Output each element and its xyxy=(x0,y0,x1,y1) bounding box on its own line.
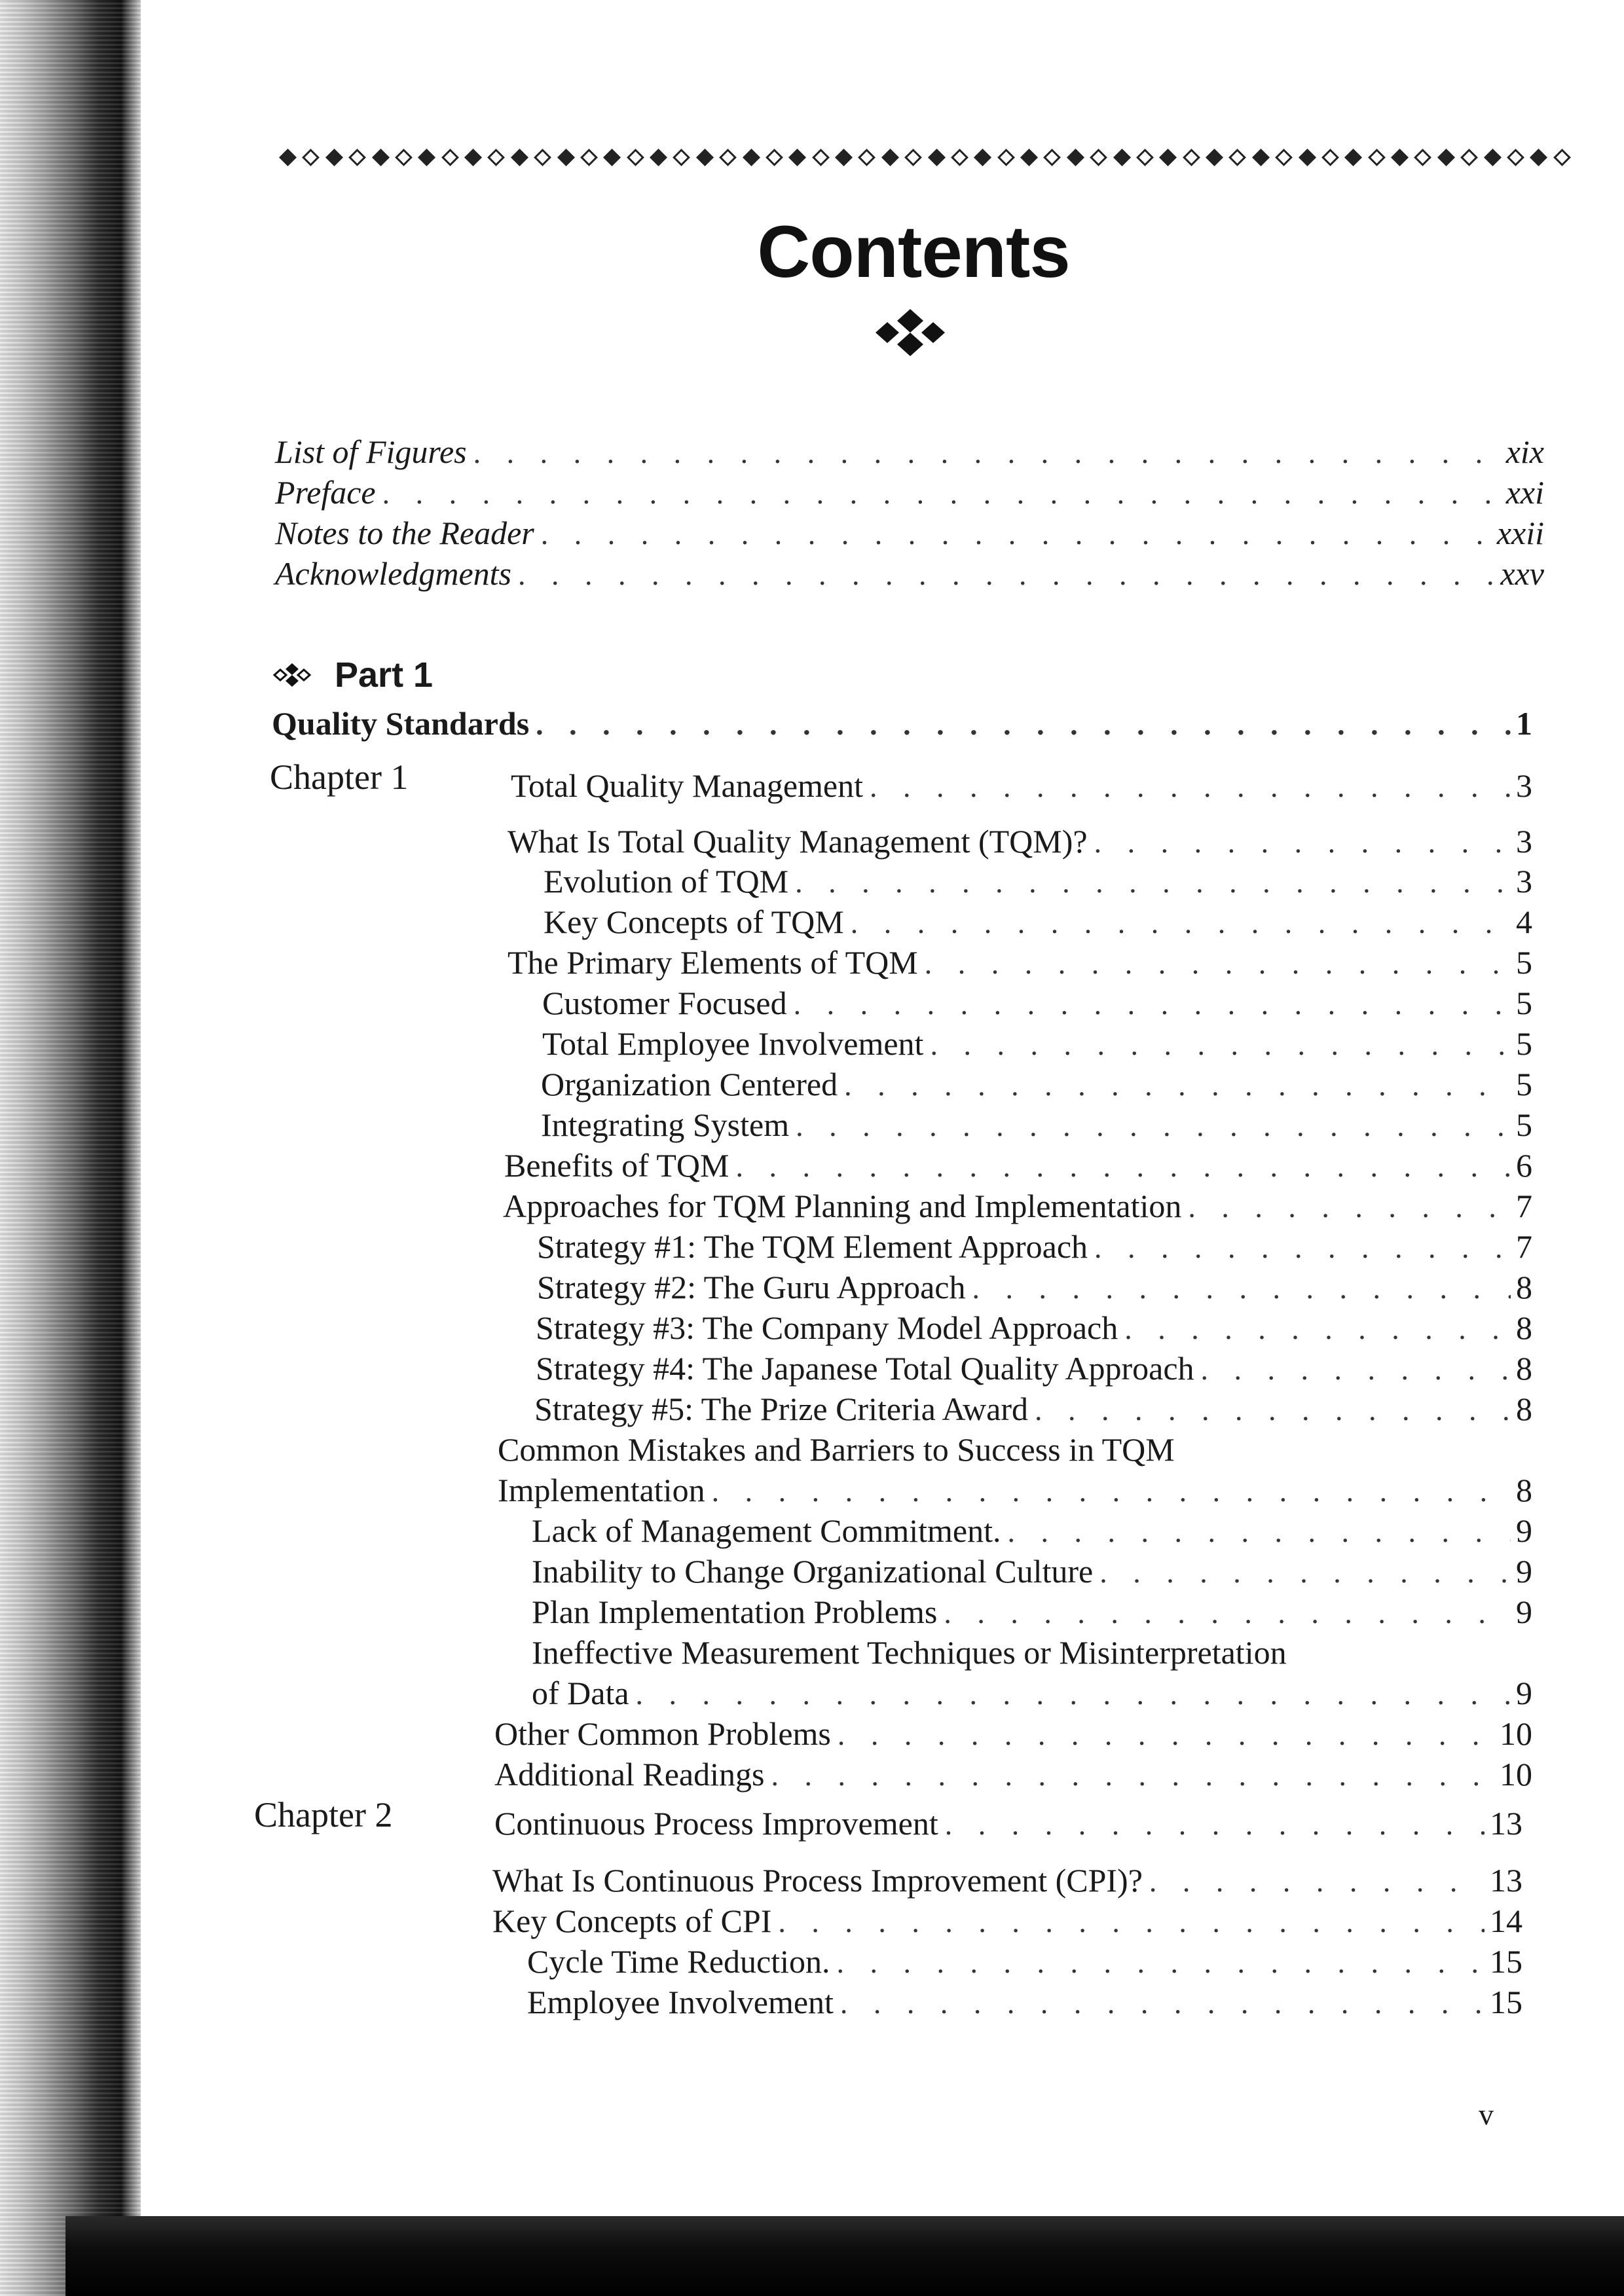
diamond-icon xyxy=(696,149,714,166)
toc-entry-label: Integrating System xyxy=(541,1106,790,1143)
toc-entry-label: Benefits of TQM xyxy=(504,1147,729,1184)
toc-entry-label: The Primary Elements of TQM xyxy=(507,944,918,981)
dot-leader xyxy=(831,1715,1494,1755)
toc-entry[interactable] xyxy=(494,1755,1532,1795)
toc-entry[interactable] xyxy=(492,1901,1522,1942)
toc-entry-page: xxi xyxy=(1505,474,1544,511)
dot-leader xyxy=(376,474,1501,513)
diamond-icon xyxy=(372,149,390,166)
dot-leader xyxy=(1181,1188,1511,1227)
toc-entry-label: Implementation xyxy=(498,1472,705,1508)
dot-leader xyxy=(938,1805,1485,1844)
dot-leader xyxy=(729,1147,1511,1186)
part-title-entry[interactable] xyxy=(272,704,1532,744)
diamond-icon xyxy=(348,149,366,166)
diamond-icon xyxy=(650,149,667,166)
diamond-icon xyxy=(743,149,760,166)
toc-entry-page: 4 xyxy=(1516,903,1532,940)
toc-entry-label: Approaches for TQM Planning and Implementation xyxy=(503,1188,1182,1224)
diamond-icon xyxy=(812,149,830,166)
toc-entry-label: What Is Continuous Process Improvement (CPI)? xyxy=(492,1862,1143,1899)
toc-entry-page: 5 xyxy=(1516,985,1532,1021)
diamond-icon xyxy=(279,149,297,166)
dot-leader xyxy=(937,1594,1511,1633)
toc-entry[interactable] xyxy=(494,1804,1522,1844)
dot-leader xyxy=(1001,1512,1511,1552)
diamond-icon xyxy=(603,149,621,166)
toc-entry[interactable] xyxy=(498,1430,1532,1469)
diamond-icon xyxy=(302,149,320,166)
diamond-icon xyxy=(1206,149,1223,166)
toc-entry-page: 3 xyxy=(1516,767,1532,804)
toc-entry-page: 9 xyxy=(1516,1675,1532,1711)
page-number: v xyxy=(1479,2098,1494,2131)
toc-entry-page: 5 xyxy=(1516,1106,1532,1143)
dot-leader xyxy=(529,705,1511,744)
dot-leader xyxy=(1143,1862,1485,1901)
dot-leader xyxy=(834,1984,1485,2023)
toc-entry-label: Strategy #1: The TQM Element Approach xyxy=(537,1228,1088,1265)
toc-entry-page: 8 xyxy=(1516,1269,1532,1305)
diamond-icon xyxy=(1344,149,1362,166)
diamond-icon xyxy=(1321,149,1339,166)
toc-entry[interactable] xyxy=(534,1389,1532,1430)
diamond-icon xyxy=(1183,149,1200,166)
diamond-icon xyxy=(788,149,806,166)
diamond-icon xyxy=(511,149,528,166)
toc-entry-page: xxv xyxy=(1500,555,1544,592)
diamond-icon xyxy=(441,149,459,166)
toc-entry-label: Preface xyxy=(275,474,376,511)
toc-entry-page: 14 xyxy=(1490,1903,1522,1939)
toc-entry[interactable] xyxy=(532,1633,1532,1672)
toc-entry[interactable] xyxy=(507,822,1532,862)
toc-entry-label: Quality Standards xyxy=(272,705,530,742)
toc-entry-label: Lack of Management Commitment. xyxy=(532,1512,1001,1549)
toc-entry-label: Plan Implementation Problems xyxy=(532,1594,938,1630)
diamond-icon xyxy=(858,149,876,166)
toc-entry[interactable] xyxy=(275,473,1544,513)
toc-entry-label: List of Figures xyxy=(275,433,467,470)
toc-entry[interactable] xyxy=(504,1146,1532,1186)
diamond-icon xyxy=(1043,149,1061,166)
diamond-rule-ornament xyxy=(282,144,1568,170)
dot-leader xyxy=(705,1472,1511,1511)
dot-leader xyxy=(844,903,1511,943)
page-title: Contents xyxy=(757,211,1070,293)
dot-leader xyxy=(863,767,1511,807)
toc-entry[interactable] xyxy=(541,1105,1532,1146)
dot-leader xyxy=(511,555,1495,594)
toc-entry-page: 3 xyxy=(1516,823,1532,860)
diamond-icon xyxy=(1414,149,1431,166)
diamond-icon xyxy=(1159,149,1177,166)
diamond-icon xyxy=(627,149,644,166)
toc-entry-page: 10 xyxy=(1500,1715,1532,1752)
toc-entry[interactable] xyxy=(541,1065,1532,1105)
diamond-icon xyxy=(1553,149,1571,166)
dot-leader xyxy=(1194,1350,1511,1389)
toc-entry-page: xix xyxy=(1505,433,1544,470)
toc-entry[interactable] xyxy=(532,1552,1532,1592)
diamond-icon xyxy=(1530,149,1547,166)
toc-entry-label: Additional Readings xyxy=(494,1756,765,1793)
toc-entry-label: Acknowledgments xyxy=(275,555,512,592)
toc-entry-label: Inability to Change Organizational Culture xyxy=(532,1553,1094,1590)
toc-entry-page: 5 xyxy=(1516,1025,1532,1062)
toc-entry-label: Total Employee Involvement xyxy=(542,1025,924,1062)
dot-leader xyxy=(788,863,1511,902)
diamond-icon xyxy=(1067,149,1084,166)
toc-entry[interactable] xyxy=(536,1308,1532,1349)
part-heading-label: Part 1 xyxy=(335,655,434,695)
toc-entry[interactable] xyxy=(275,513,1544,554)
dot-leader xyxy=(467,433,1501,473)
toc-entry[interactable] xyxy=(537,1227,1532,1267)
toc-entry[interactable] xyxy=(498,1470,1532,1511)
toc-entry-label: Key Concepts of TQM xyxy=(544,903,844,940)
toc-entry-label: Strategy #5: The Prize Criteria Award xyxy=(534,1391,1029,1427)
diamond-icon xyxy=(395,149,413,166)
diamond-cluster-icon xyxy=(868,306,953,359)
toc-entry-page: xxii xyxy=(1496,515,1544,551)
diamond-icon xyxy=(1368,149,1386,166)
toc-entry[interactable] xyxy=(542,983,1532,1024)
dot-leader xyxy=(838,1066,1511,1105)
toc-entry-page: 6 xyxy=(1516,1147,1532,1184)
toc-entry-page: 1 xyxy=(1516,705,1532,742)
diamond-icon xyxy=(974,149,991,166)
dot-leader xyxy=(918,944,1511,983)
dot-leader xyxy=(1088,1228,1511,1267)
scan-bottom-edge xyxy=(65,2216,1624,2296)
dot-leader xyxy=(923,1025,1511,1065)
toc-entry[interactable] xyxy=(537,1267,1532,1308)
diamond-icon xyxy=(1484,149,1502,166)
toc-entry-page: 5 xyxy=(1516,1066,1532,1102)
toc-entry-label: Ineffective Measurement Techniques or Misinterpretation xyxy=(532,1634,1287,1671)
toc-entry-page: 15 xyxy=(1490,1984,1522,2020)
toc-entry-page: 15 xyxy=(1490,1943,1522,1980)
toc-entry[interactable] xyxy=(532,1511,1532,1552)
toc-entry[interactable] xyxy=(532,1592,1532,1633)
diamond-icon xyxy=(325,149,343,166)
toc-entry[interactable] xyxy=(542,1024,1532,1065)
diamond-icon xyxy=(1460,149,1478,166)
diamond-icon xyxy=(1299,149,1316,166)
diamond-icon xyxy=(1090,149,1107,166)
diamond-icon xyxy=(1020,149,1038,166)
diamond-icon xyxy=(580,149,598,166)
diamond-icon xyxy=(904,149,922,166)
toc-entry-label: Notes to the Reader xyxy=(275,515,534,551)
toc-entry[interactable] xyxy=(511,766,1532,807)
dot-leader xyxy=(1088,823,1511,862)
diamond-icon xyxy=(487,149,505,166)
chapter-label: Chapter 2 xyxy=(254,1795,393,1834)
toc-entry-label: Continuous Process Improvement xyxy=(494,1805,938,1842)
diamond-icon xyxy=(881,149,899,166)
toc-entry[interactable] xyxy=(544,902,1532,943)
toc-entry-label: Key Concepts of CPI xyxy=(492,1903,772,1939)
toc-entry-page: 13 xyxy=(1490,1862,1522,1899)
dot-leader xyxy=(966,1269,1511,1308)
dot-leader xyxy=(830,1943,1485,1982)
diamond-icon xyxy=(1391,149,1409,166)
dot-leader xyxy=(787,985,1511,1024)
diamond-icon xyxy=(1252,149,1270,166)
toc-entry-page: 7 xyxy=(1516,1228,1532,1265)
toc-entry-label: Cycle Time Reduction. xyxy=(527,1943,830,1980)
dot-leader xyxy=(1093,1553,1511,1592)
dot-leader xyxy=(1118,1309,1511,1349)
diamond-icon xyxy=(534,149,551,166)
toc-entry-label: Total Quality Management xyxy=(511,767,864,804)
toc-entry[interactable] xyxy=(544,862,1532,902)
toc-entry[interactable] xyxy=(507,943,1532,983)
diamond-icon xyxy=(997,149,1015,166)
diamond-icon xyxy=(1507,149,1524,166)
diamond-icon xyxy=(766,149,783,166)
toc-entry-label: Common Mistakes and Barriers to Success in TQM xyxy=(498,1431,1175,1468)
dot-leader xyxy=(771,1903,1485,1942)
diamond-icon xyxy=(835,149,853,166)
toc-entry-page: 7 xyxy=(1516,1188,1532,1224)
toc-entry[interactable] xyxy=(275,554,1544,594)
toc-entry[interactable] xyxy=(275,432,1544,473)
toc-entry-label: Strategy #2: The Guru Approach xyxy=(537,1269,966,1305)
diamond-icon xyxy=(673,149,690,166)
toc-entry[interactable] xyxy=(492,1861,1522,1901)
toc-entry-page: 8 xyxy=(1516,1350,1532,1387)
diamond-icon xyxy=(928,149,946,166)
toc-entry-page: 8 xyxy=(1516,1309,1532,1346)
dot-leader xyxy=(1028,1391,1511,1430)
diamond-icon xyxy=(719,149,737,166)
diamond-icon xyxy=(464,149,482,166)
toc-entry-page: 13 xyxy=(1490,1805,1522,1842)
toc-entry-label: Strategy #3: The Company Model Approach xyxy=(536,1309,1118,1346)
toc-entry-page: 8 xyxy=(1516,1391,1532,1427)
dot-leader xyxy=(534,515,1492,554)
toc-entry[interactable] xyxy=(527,1942,1522,1982)
toc-entry-page: 8 xyxy=(1516,1472,1532,1508)
toc-entry-label: Evolution of TQM xyxy=(544,863,789,900)
toc-entry-label: What Is Total Quality Management (TQM)? xyxy=(507,823,1088,860)
diamond-icon xyxy=(418,149,435,166)
toc-entry-page: 3 xyxy=(1516,863,1532,900)
diamond-cluster-icon xyxy=(272,662,312,688)
part-heading xyxy=(272,655,433,695)
diamond-icon xyxy=(1437,149,1455,166)
chapter-label: Chapter 1 xyxy=(270,757,409,797)
diamond-icon xyxy=(1136,149,1154,166)
toc-entry-page: 9 xyxy=(1516,1553,1532,1590)
toc-entry-label: of Data xyxy=(532,1675,629,1711)
toc-entry-label: Employee Involvement xyxy=(527,1984,834,2020)
book-spine-shadow xyxy=(0,0,141,2296)
diamond-icon xyxy=(951,149,969,166)
diamond-icon xyxy=(1228,149,1246,166)
toc-entry-label: Strategy #4: The Japanese Total Quality Approach xyxy=(536,1350,1194,1387)
toc-entry-page: 9 xyxy=(1516,1594,1532,1630)
toc-entry[interactable] xyxy=(536,1349,1532,1389)
toc-entry[interactable] xyxy=(503,1186,1532,1227)
toc-entry[interactable] xyxy=(494,1714,1532,1755)
toc-entry-label: Organization Centered xyxy=(541,1066,838,1102)
diamond-icon xyxy=(557,149,575,166)
toc-entry-page: 5 xyxy=(1516,944,1532,981)
toc-entry[interactable] xyxy=(527,1982,1522,2023)
dot-leader xyxy=(629,1675,1511,1714)
toc-entry-page: 10 xyxy=(1500,1756,1532,1793)
dot-leader xyxy=(789,1106,1511,1146)
toc-entry-label: Other Common Problems xyxy=(494,1715,831,1752)
diamond-icon xyxy=(1275,149,1293,166)
toc-entry-page: 9 xyxy=(1516,1512,1532,1549)
dot-leader xyxy=(764,1756,1494,1795)
toc-entry[interactable] xyxy=(532,1673,1532,1714)
toc-entry-label: Customer Focused xyxy=(542,985,787,1021)
diamond-icon xyxy=(1113,149,1131,166)
